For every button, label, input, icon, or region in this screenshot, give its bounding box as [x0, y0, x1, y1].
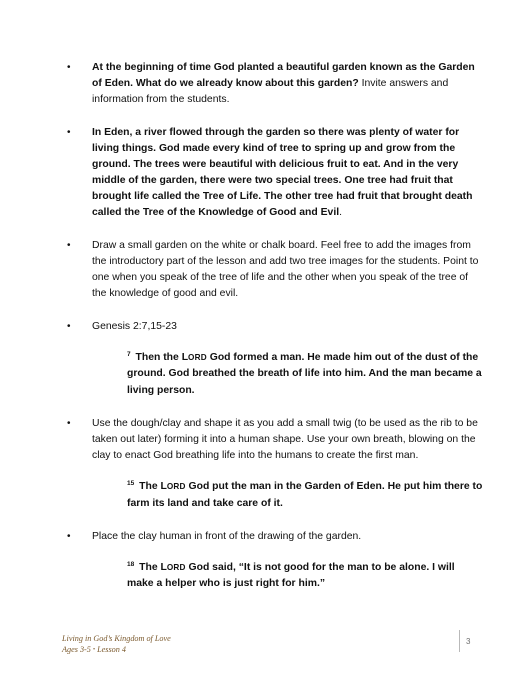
- page-number-divider: [459, 630, 460, 652]
- body-text: Draw a small garden on the white or chalk board. Feel free to add the images from the introductory part of the lesson and add two tree images for the students. Point to one when you speak of the tree of life and the other when you speak of the tree of the knowledge of good and evil.: [92, 240, 479, 299]
- footer-title: Living in God’s Kingdom of Love: [62, 634, 171, 643]
- verse-number: 18: [127, 561, 135, 569]
- bullet-icon: •: [67, 240, 71, 251]
- bullet-icon: •: [67, 531, 71, 543]
- verse-text: The L: [136, 562, 167, 574]
- verse-text: Then the L: [132, 352, 189, 363]
- footer-ages: Ages 3-5: [62, 644, 91, 654]
- verse-smallcaps: ORD: [166, 563, 186, 573]
- verse-smallcaps: ORD: [166, 482, 186, 492]
- body-text: Invite answers and information from the students.: [92, 78, 449, 105]
- verse-number: 15: [127, 480, 135, 488]
- lesson-bullet-list: [63, 60, 483, 610]
- verse-text: God put the man in the Garden of Eden. He put him there to farm its land and take care of it.: [127, 481, 483, 509]
- scripture-reference: Genesis 2:7,15-23: [92, 321, 177, 332]
- scripture-verse: [127, 476, 483, 512]
- verse-text: God formed a man. He made him out of the dust of the ground. God breathed the breath of life into him. And the man became a living person.: [127, 352, 482, 396]
- page-number: 3: [466, 637, 471, 646]
- scripture-verse: [127, 347, 483, 399]
- verse-text: God said, “It is not good for the man to be alone. I will make a helper who is just right for him.”: [127, 562, 455, 590]
- verse-smallcaps: ORD: [188, 353, 207, 362]
- body-text: Place the clay human in front of the drawing of the garden.: [92, 531, 362, 543]
- bullet-icon: •: [67, 418, 71, 430]
- list-item: [63, 319, 483, 399]
- bullet-icon: •: [67, 62, 71, 73]
- footer-subtitle: [62, 645, 171, 656]
- body-text: Use the dough/clay and shape it as you add a small twig (to be used as the rib to be taken out later) forming it into a human shape. Use your own breath, blowing on the clay to enact God breathing life into the humans to create the first man.: [92, 418, 478, 462]
- verse-text: The L: [136, 481, 167, 493]
- list-item: [63, 529, 483, 593]
- page-footer: [62, 634, 171, 655]
- bullet-icon: •: [67, 321, 71, 332]
- bullet-icon: •: [67, 127, 71, 138]
- footer-lesson: Lesson 4: [97, 644, 126, 654]
- list-item: [63, 60, 483, 108]
- bold-text: At the beginning of time God planted a beautiful garden known as the Garden of Eden. What do we already know about this garden?: [92, 62, 475, 89]
- list-item: [63, 416, 483, 512]
- list-item: [63, 125, 483, 221]
- footer-dot-icon: •: [92, 646, 96, 653]
- list-item: [63, 238, 483, 302]
- body-text: .: [339, 207, 342, 218]
- verse-number: 7: [127, 351, 131, 358]
- bold-text: In Eden, a river flowed through the garden so there was plenty of water for living things. God made every kind of tree to spring up and grow from the ground. The trees were beautiful with delicious fruit to eat. And in the very middle of the garden, there were two special trees. One tree had fruit that brought life called the Tree of Life. The other tree had fruit that brought death called the Tree of the Knowledge of Good and Evil: [92, 127, 473, 218]
- scripture-verse: [127, 557, 483, 593]
